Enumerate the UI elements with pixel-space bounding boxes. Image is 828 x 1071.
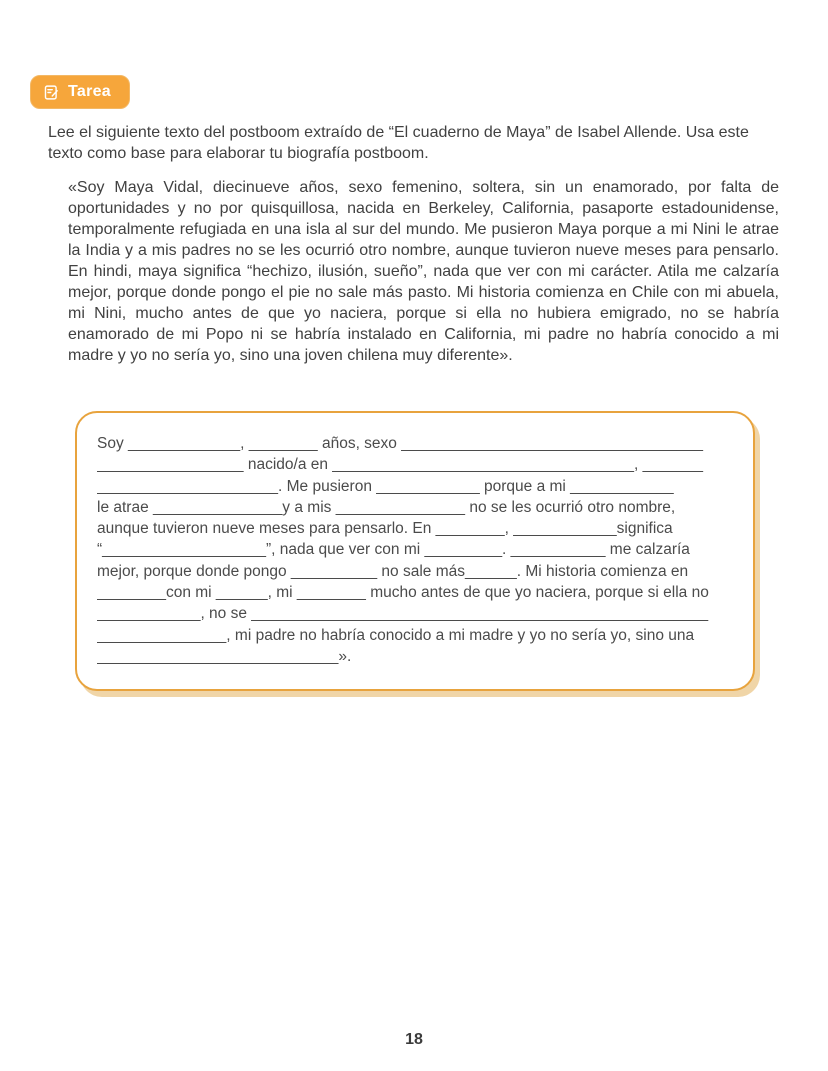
worksheet-line: ____________________________». — [97, 647, 352, 665]
worksheet-line: _____________________. Me pusieron ____________ porque a mi ____________ — [97, 477, 674, 495]
task-note-icon — [43, 84, 60, 101]
source-quote-text: «Soy Maya Vidal, diecinueve años, sexo femenino, soltera, sin un enamorado, por falta de oportunidades y no por quisquillosa, nacida en Berkeley, California, pasaporte estadounidense, temporalmente refugiada en una isla al sur del mundo. Me pusieron Maya porque a mi Nini le atrae la India y a mis padres no se les ocurrió otro nombre, aunque tuvieron nueve meses para pensarlo. En hindi, maya significa “hechizo, ilusión, sueño”, nada que ver con mi carácter. Atila me calzaría mejor, porque donde pongo el pie no sale más pasto. Mi historia comienza en Chile con mi abuela, mi Nini, mucho antes de que yo naciera, porque si ella no hubiera emigrado, no se habría enamorado de mi Popo ni se habría instalado en California, mi padre no habría conocido a mi madre y yo no sería yo, sino una joven chilena muy diferente». — [68, 179, 779, 364]
worksheet-line: ____________, no se _____________________________________________________ — [97, 605, 709, 623]
worksheet-line: aunque tuvieron nueve meses para pensarlo. En ________, ____________significa — [97, 520, 673, 538]
worksheet-line: ________con mi ______, mi ________ mucho antes de que yo naciera, porque si ella no — [97, 584, 709, 602]
page-number: 18 — [405, 1031, 423, 1048]
instructions-text: Lee el siguiente texto del postboom extraído de “El cuaderno de Maya” de Isabel Allende. Usa este texto como base para elaborar tu biografía postboom. — [48, 124, 749, 162]
tarea-badge — [30, 75, 130, 109]
worksheet-lines — [97, 433, 733, 667]
worksheet-line: “___________________”, nada que ver con mi _________. ___________ me calzaría — [97, 541, 690, 559]
worksheet-line: _______________, mi padre no habría conocido a mi madre y yo no sería yo, sino una — [97, 626, 695, 644]
worksheet-line: mejor, porque donde pongo __________ no sale más______. Mi historia comienza en — [97, 562, 689, 580]
worksheet-box — [75, 411, 755, 691]
worksheet-line: le atrae _______________y a mis _______________ no se les ocurrió otro nombre, — [97, 498, 676, 516]
tarea-badge-label: Tarea — [68, 83, 112, 100]
worksheet-line: Soy _____________, ________ años, sexo ___________________________________ — [97, 435, 703, 452]
worksheet-line: _________________ nacido/a en ___________________________________, _______ — [97, 456, 703, 474]
